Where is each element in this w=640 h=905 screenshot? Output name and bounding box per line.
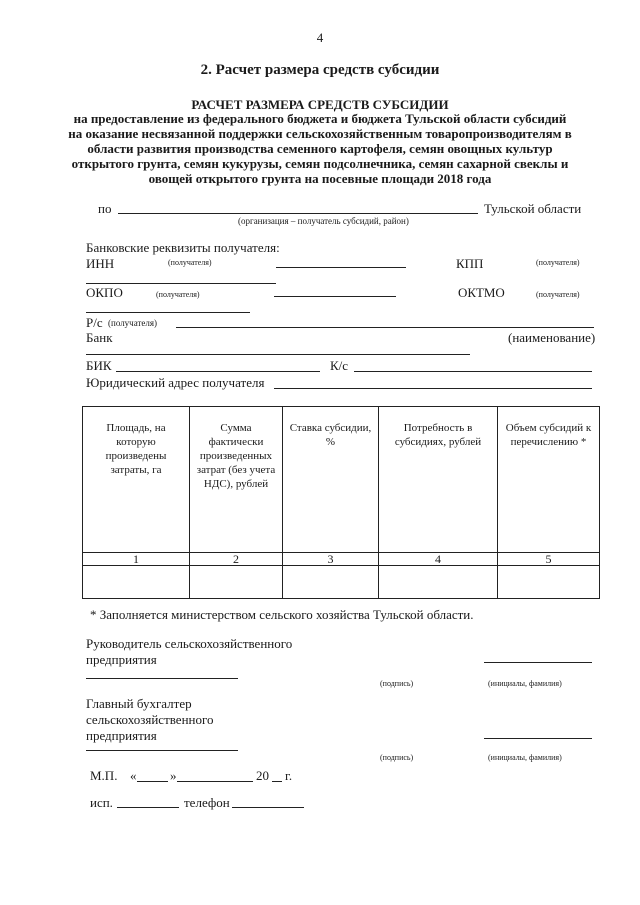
header-cell-rate: Ставка субсидии, % bbox=[283, 407, 379, 553]
accountant-title-line1: Главный бухгалтер bbox=[86, 696, 192, 711]
inn-field[interactable] bbox=[276, 267, 406, 268]
accountant-name-hint: (инициалы, фамилия) bbox=[488, 753, 562, 762]
data-cell-area[interactable] bbox=[83, 566, 190, 599]
data-cell-volume[interactable] bbox=[498, 566, 600, 599]
column-number: 5 bbox=[498, 553, 600, 566]
inn-hint: (получателя) bbox=[168, 258, 212, 267]
okpo-field[interactable] bbox=[274, 296, 396, 297]
subsidy-calculation-table bbox=[82, 406, 600, 599]
head-title-line1: Руководитель сельскохозяйственного bbox=[86, 636, 293, 651]
org-hint: (организация – получатель субсидий, район) bbox=[238, 216, 409, 226]
stamp-label: М.П. bbox=[90, 768, 118, 783]
bank-hint: (наименование) bbox=[508, 330, 596, 345]
head-name-hint: (инициалы, фамилия) bbox=[488, 679, 562, 688]
head-signature-field[interactable] bbox=[86, 678, 238, 679]
head-sign-hint: (подпись) bbox=[380, 679, 414, 688]
date-month-field[interactable] bbox=[177, 781, 253, 782]
executor-label: исп. bbox=[90, 795, 113, 810]
rs-field[interactable] bbox=[176, 327, 594, 328]
date-year-prefix: 20 bbox=[256, 768, 269, 783]
accountant-title-line2: сельскохозяйственного bbox=[86, 712, 214, 727]
phone-label: телефон bbox=[184, 795, 230, 810]
head-title-line2: предприятия bbox=[86, 652, 157, 667]
data-cell-costs[interactable] bbox=[190, 566, 283, 599]
kpp-label: КПП bbox=[456, 256, 484, 271]
rs-hint: (получателя) bbox=[108, 318, 158, 328]
subtitle-line: открытого грунта, семян кукурузы, семян подсолнечника, семян сахарной свеклы и bbox=[71, 156, 569, 171]
column-number: 3 bbox=[283, 553, 379, 566]
executor-field[interactable] bbox=[117, 807, 179, 808]
accountant-sign-hint: (подпись) bbox=[380, 753, 414, 762]
bank-label: Банк bbox=[86, 330, 113, 345]
subtitle-line: на предоставление из федерального бюджета и бюджета Тульской области субсидий bbox=[73, 111, 567, 126]
data-cell-rate[interactable] bbox=[283, 566, 379, 599]
footnote: * Заполняется министерством сельского хозяйства Тульской области. bbox=[90, 607, 474, 622]
okpo-hint: (получателя) bbox=[156, 290, 200, 299]
accountant-signature-field[interactable] bbox=[86, 750, 238, 751]
column-number: 4 bbox=[379, 553, 498, 566]
table-number-row bbox=[83, 553, 600, 566]
org-suffix: Тульской области bbox=[484, 201, 582, 216]
date-day-field[interactable] bbox=[137, 781, 168, 782]
column-number: 2 bbox=[190, 553, 283, 566]
table-data-row bbox=[83, 566, 600, 599]
header-cell-volume: Объем субсидий к перечислению * bbox=[498, 407, 600, 553]
oktmo-label: ОКТМО bbox=[458, 285, 505, 300]
date-year-field[interactable] bbox=[272, 781, 282, 782]
bik-field[interactable] bbox=[116, 371, 320, 372]
okpo-field-continued[interactable] bbox=[86, 312, 250, 313]
table-header-row bbox=[83, 407, 600, 553]
date-open-quote: « bbox=[130, 768, 137, 783]
date-close-quote: » bbox=[170, 768, 177, 783]
bik-label: БИК bbox=[86, 358, 112, 373]
subtitle-line: области развития производства семенного картофеля, семян овощных культур bbox=[87, 141, 553, 156]
oktmo-hint: (получателя) bbox=[536, 290, 580, 299]
head-name-field[interactable] bbox=[484, 662, 592, 663]
accountant-name-field[interactable] bbox=[484, 738, 592, 739]
date-year-suffix: г. bbox=[285, 768, 293, 783]
bank-heading: Банковские реквизиты получателя: bbox=[86, 240, 280, 255]
header-cell-need: Потребность в субсидиях, рублей bbox=[379, 407, 498, 553]
subtitle-line: на оказание несвязанной поддержки сельскохозяйственным товаропроизводителям в bbox=[68, 126, 572, 141]
document-title: РАСЧЕТ РАЗМЕРА СРЕДСТВ СУБСИДИИ bbox=[191, 97, 449, 112]
data-cell-need[interactable] bbox=[379, 566, 498, 599]
address-label: Юридический адрес получателя bbox=[86, 375, 265, 390]
subtitle-line: овощей открытого грунта на посевные площади 2018 года bbox=[148, 171, 492, 186]
ks-field[interactable] bbox=[354, 371, 592, 372]
document-subtitle bbox=[0, 111, 640, 186]
inn-field-continued[interactable] bbox=[86, 283, 276, 284]
org-name-field[interactable] bbox=[118, 213, 478, 214]
header-cell-area: Площадь, на которую произведены затраты, га bbox=[83, 407, 190, 553]
bank-name-field[interactable] bbox=[86, 354, 470, 355]
phone-field[interactable] bbox=[232, 807, 304, 808]
inn-label: ИНН bbox=[86, 256, 115, 271]
page-number: 4 bbox=[316, 30, 324, 45]
rs-label: Р/с bbox=[86, 315, 103, 330]
header-cell-costs: Сумма фактически произведенных затрат (без учета НДС), рублей bbox=[190, 407, 283, 553]
address-field[interactable] bbox=[274, 388, 592, 389]
column-number: 1 bbox=[83, 553, 190, 566]
okpo-label: ОКПО bbox=[86, 285, 123, 300]
section-title: 2. Расчет размера средств субсидии bbox=[200, 62, 440, 78]
org-prefix: по bbox=[98, 201, 112, 216]
ks-label: К/с bbox=[330, 358, 349, 373]
accountant-title-line3: предприятия bbox=[86, 728, 157, 743]
kpp-hint: (получателя) bbox=[536, 258, 580, 267]
